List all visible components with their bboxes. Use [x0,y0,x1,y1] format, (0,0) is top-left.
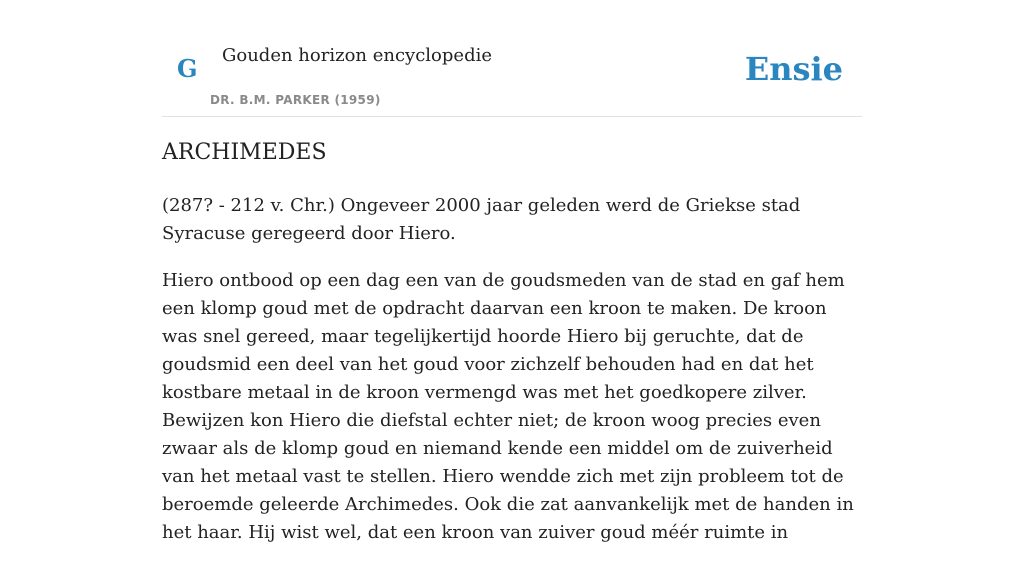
article-body [162,192,862,566]
page [162,0,862,543]
article-paragraph: Hiero ontbood op een dag een van de goudsmeden van de stad en gaf hem een klomp goud met de opdracht daarvan een kroon te maken. De kroon was snel gereed, maar tegelijkertijd hoorde Hiero bij geruchte, dat de goudsmid een deel van het goud voor zichzelf behouden had en dat het kostbare metaal in de kroon vermengd was met het goedkopere zilver. Bewijzen kon Hiero die diefstal echter niet; de kroon woog precies even zwaar als de klomp goud en niemand kende een middel om de zuiverheid van het metaal vast te stellen. Hiero wendde zich met zijn probleem tot de beroemde geleerde Archimedes. Ook die zat aanvankelijk met de handen in het haar. Hij wist wel, dat een kroon van zuiver goud méér ruimte in [162,270,854,543]
header [162,0,862,117]
article-title: ARCHIMEDES [162,140,327,165]
book-title[interactable]: Gouden horizon encyclopedie [222,45,492,66]
book-author: DR. B.M. PARKER (1959) [210,93,381,107]
book-logo-icon[interactable]: G [177,54,198,83]
article-paragraph: (287? - 212 v. Chr.) Ongeveer 2000 jaar geleden werd de Griekse stad Syracuse geregeerd door Hiero. [162,195,801,244]
brand-logo[interactable]: Ensie [744,50,843,88]
